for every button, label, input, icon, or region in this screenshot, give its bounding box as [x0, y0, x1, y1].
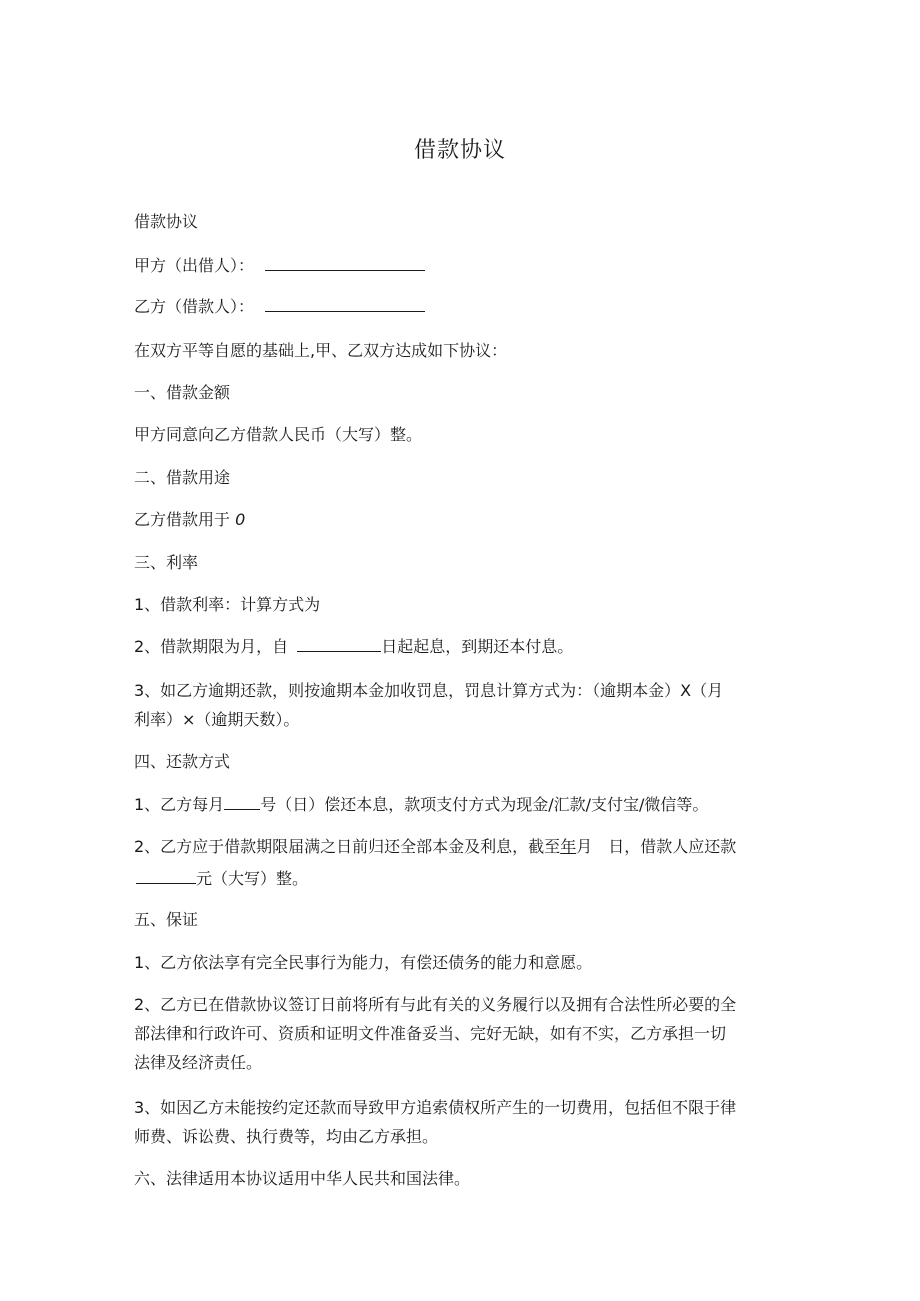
section-4-item-1-b: 号（日）偿还本息，款项支付方式为现金/汇款/支付宝/微信等。	[260, 795, 709, 814]
section-3-item-3-line-2: 利率）×（逾期天数）。	[134, 710, 300, 729]
section-4-heading: 四、还款方式	[134, 752, 231, 771]
party-b-line	[134, 292, 794, 322]
section-5-item-1: 1、乙方依法享有完全民事行为能力，有偿还债务的能力和意愿。	[134, 953, 593, 972]
section-3-item-2	[134, 632, 794, 662]
section-5-item-2-line-2: 部法律和行政许可、资质和证明文件准备妥当、完好无缺，如有不实，乙方承担一切	[134, 1024, 727, 1043]
amount-blank	[136, 865, 196, 884]
party-b-blank	[265, 293, 425, 312]
section-2-text-line	[134, 505, 794, 535]
start-date-blank	[297, 633, 381, 652]
party-b-label: 乙方（借款人）：	[134, 297, 255, 316]
document-title: 借款协议	[413, 138, 506, 163]
section-5-item-3-line-2: 师费、诉讼费、执行费等，均由乙方承担。	[134, 1127, 439, 1146]
section-4-item-2-a: 2、乙方应于借款期限届满之日前归还全部本金及利息，截至	[134, 837, 561, 856]
party-a-line	[134, 251, 794, 281]
section-2-text: 乙方借款用于	[134, 510, 231, 529]
section-4-item-2-year: 年	[560, 837, 577, 856]
section-2-value: 0	[235, 510, 246, 529]
section-3-item-1: 1、借款利率：计算方式为	[134, 595, 321, 614]
section-3-item-3-line-1: 3、如乙方逾期还款，则按逾期本金加收罚息，罚息计算方式为：（逾期本金）X（月	[134, 681, 724, 700]
party-a-blank	[265, 252, 425, 271]
section-4-item-1-a: 1、乙方每月	[134, 795, 225, 814]
section-5-item-3-line-1: 3、如因乙方未能按约定还款而导致甲方追索债权所产生的一切费用，包括但不限于律	[134, 1098, 737, 1117]
section-4-item-2-c: 元（大写）整。	[196, 869, 309, 888]
section-4-item-1	[134, 790, 794, 820]
section-6-text: 六、法律适用本协议适用中华人民共和国法律。	[134, 1169, 471, 1188]
section-5-item-2-line-1: 2、乙方已在借款协议签订日前将所有与此有关的义务履行以及拥有合法性所必要的全	[134, 995, 737, 1014]
section-4-item-2-line-1	[134, 832, 794, 862]
day-blank	[224, 791, 260, 810]
intro-text: 在双方平等自愿的基础上,甲、乙双方达成如下协议：	[134, 341, 508, 360]
section-5-heading: 五、保证	[134, 910, 199, 929]
section-2-heading: 二、借款用途	[134, 468, 231, 487]
section-3-heading: 三、利率	[134, 553, 199, 572]
section-3-item-2-a: 2、借款期限为月，自	[134, 637, 289, 656]
section-5-item-2-line-3: 法律及经济责任。	[134, 1053, 263, 1072]
party-a-label: 甲方（出借人）：	[134, 256, 255, 275]
subtitle: 借款协议	[134, 212, 199, 231]
section-1-heading: 一、借款金额	[134, 383, 231, 402]
section-1-text: 甲方同意向乙方借款人民币（大写）整。	[134, 425, 423, 444]
section-4-item-2-b: 月 日，借款人应还款	[576, 837, 737, 856]
section-3-item-2-b: 日起起息，到期还本付息。	[381, 637, 574, 656]
section-4-item-2-line-2	[134, 864, 794, 894]
